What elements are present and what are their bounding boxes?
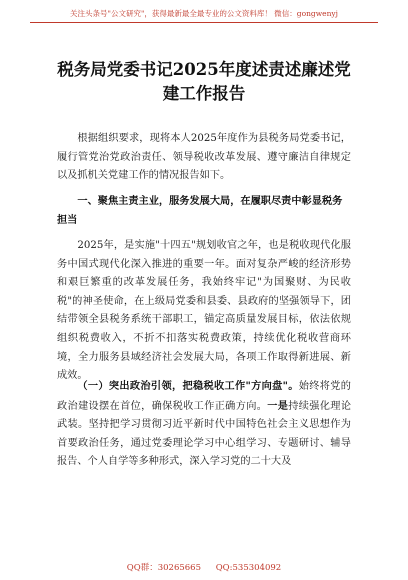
section-1-heading: 一、聚焦主责主业，服务发展大局，在履职尽责中彰显税务担当 <box>57 195 343 226</box>
document-title: 税务局党委书记2025年度述责述廉述党建工作报告 <box>57 60 351 103</box>
header-divider <box>30 22 378 23</box>
subsection-1-lead: （一）突出政治引领，把稳税收工作"方向盘"。 <box>77 380 299 392</box>
footer-qq-group: QQ群：30265665 <box>126 563 201 573</box>
subsection-1-text-b: 持续强化理论武装。坚持把学习贯彻习近平新时代中国特色社会主义思想作为首要政治任务，通过党委理论学习中心组学习、专题研讨、辅导报告、个人自学等多种形式，深入学习党的二十大及 <box>57 400 352 468</box>
footer-qq: QQ:535304092 <box>215 563 282 573</box>
subsection-1-paragraph <box>57 377 351 472</box>
header-notice: 关注头条号"公文研究"，获得最新最全最专业的公文资料库！ 微信：gongwenyj <box>70 9 338 18</box>
subsection-1-emphasis: 一是 <box>267 399 289 412</box>
subsection-1-text-a: 始终将党的政治建设摆在首位，确保税收工作正确方向。 <box>57 381 351 412</box>
intro-paragraph: 根据组织要求，现将本人2025年度作为县税务局党委书记，履行管党治党政治责任、领导税收改革发展、遵守廉洁自律规定以及抓机关党建工作的情况报告如下。 <box>57 133 351 182</box>
footer-contact <box>0 561 408 573</box>
section-1-paragraph: 2025年，是实施"十四五"规划收官之年，也是税收现代化服务中国式现代化深入推进的重要一年。面对复杂严峻的经济形势和艰巨繁重的改革发展任务，我始终牢记"为国聚财、为民收税"的神圣使命，在上级局党委和县委、县政府的坚强领导下，团结带领全县税务系统干部职工，锚定高质量发展目标，依法依规组织税费收入，不折不扣落实税费政策，持续优化税收营商环境，全力服务县域经济社会发展大局，各项工作取得新进展、新成效。 <box>57 240 351 382</box>
